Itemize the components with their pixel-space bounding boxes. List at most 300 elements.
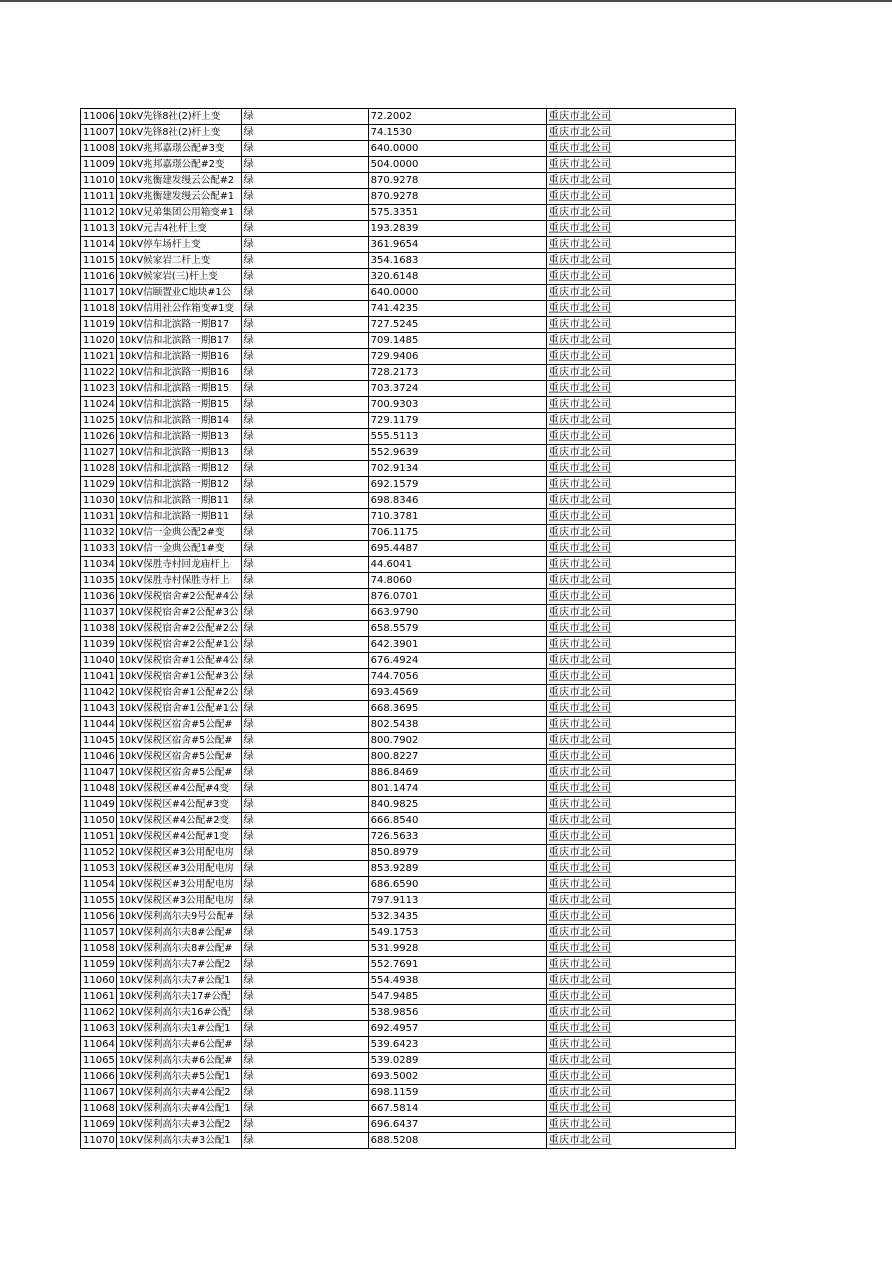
cell-id[interactable]: 11035 xyxy=(81,573,117,589)
cell-company[interactable]: 重庆市北公司 xyxy=(546,813,735,829)
cell-color-status[interactable]: 绿 xyxy=(241,1021,368,1037)
cell-value[interactable]: 74.8060 xyxy=(368,573,546,589)
cell-id[interactable]: 11044 xyxy=(81,717,117,733)
cell-value[interactable]: 640.0000 xyxy=(368,285,546,301)
cell-value[interactable]: 800.8227 xyxy=(368,749,546,765)
cell-id[interactable]: 11065 xyxy=(81,1053,117,1069)
cell-color-status[interactable]: 绿 xyxy=(241,205,368,221)
cell-color-status[interactable]: 绿 xyxy=(241,877,368,893)
cell-color-status[interactable]: 绿 xyxy=(241,1037,368,1053)
cell-value[interactable]: 504.0000 xyxy=(368,157,546,173)
cell-id[interactable]: 11068 xyxy=(81,1101,117,1117)
cell-name[interactable]: 10kV保利高尔夫9号公配# xyxy=(116,909,241,925)
cell-company[interactable]: 重庆市北公司 xyxy=(546,349,735,365)
cell-name[interactable]: 10kV保税宿舍#2公配#2公 xyxy=(116,621,241,637)
cell-color-status[interactable]: 绿 xyxy=(241,557,368,573)
cell-company[interactable]: 重庆市北公司 xyxy=(546,861,735,877)
cell-name[interactable]: 10kV兆衡建发缦云公配#2 xyxy=(116,173,241,189)
cell-id[interactable]: 11051 xyxy=(81,829,117,845)
cell-name[interactable]: 10kV保税宿舍#1公配#2公 xyxy=(116,685,241,701)
cell-company[interactable]: 重庆市北公司 xyxy=(546,1037,735,1053)
cell-color-status[interactable]: 绿 xyxy=(241,493,368,509)
cell-name[interactable]: 10kV保利高尔夫16#公配 xyxy=(116,1005,241,1021)
cell-id[interactable]: 11021 xyxy=(81,349,117,365)
cell-company[interactable]: 重庆市北公司 xyxy=(546,717,735,733)
cell-name[interactable]: 10kV保利高尔夫#3公配2 xyxy=(116,1117,241,1133)
cell-company[interactable]: 重庆市北公司 xyxy=(546,925,735,941)
cell-color-status[interactable]: 绿 xyxy=(241,1085,368,1101)
cell-id[interactable]: 11009 xyxy=(81,157,117,173)
cell-id[interactable]: 11063 xyxy=(81,1021,117,1037)
cell-color-status[interactable]: 绿 xyxy=(241,365,368,381)
cell-value[interactable]: 726.5633 xyxy=(368,829,546,845)
cell-color-status[interactable]: 绿 xyxy=(241,733,368,749)
cell-color-status[interactable]: 绿 xyxy=(241,1101,368,1117)
cell-name[interactable]: 10kV候家岩二杆上变 xyxy=(116,253,241,269)
cell-id[interactable]: 11060 xyxy=(81,973,117,989)
cell-value[interactable]: 700.9303 xyxy=(368,397,546,413)
cell-company[interactable]: 重庆市北公司 xyxy=(546,205,735,221)
cell-value[interactable]: 354.1683 xyxy=(368,253,546,269)
cell-color-status[interactable]: 绿 xyxy=(241,893,368,909)
cell-company[interactable]: 重庆市北公司 xyxy=(546,957,735,973)
cell-color-status[interactable]: 绿 xyxy=(241,909,368,925)
cell-id[interactable]: 11053 xyxy=(81,861,117,877)
cell-value[interactable]: 667.5814 xyxy=(368,1101,546,1117)
cell-value[interactable]: 666.8540 xyxy=(368,813,546,829)
cell-name[interactable]: 10kV信和北滨路一期B16 xyxy=(116,365,241,381)
cell-id[interactable]: 11016 xyxy=(81,269,117,285)
cell-value[interactable]: 640.0000 xyxy=(368,141,546,157)
cell-company[interactable]: 重庆市北公司 xyxy=(546,445,735,461)
cell-name[interactable]: 10kV兆衡建发缦云公配#1 xyxy=(116,189,241,205)
cell-value[interactable]: 44.6041 xyxy=(368,557,546,573)
cell-value[interactable]: 702.9134 xyxy=(368,461,546,477)
cell-name[interactable]: 10kV信和北滨路一期B12 xyxy=(116,461,241,477)
cell-name[interactable]: 10kV保税区#3公用配电房 xyxy=(116,845,241,861)
cell-color-status[interactable]: 绿 xyxy=(241,141,368,157)
cell-value[interactable]: 710.3781 xyxy=(368,509,546,525)
cell-id[interactable]: 11046 xyxy=(81,749,117,765)
cell-name[interactable]: 10kV保税区宿舍#5公配# xyxy=(116,717,241,733)
cell-company[interactable]: 重庆市北公司 xyxy=(546,253,735,269)
cell-id[interactable]: 11043 xyxy=(81,701,117,717)
cell-id[interactable]: 11024 xyxy=(81,397,117,413)
cell-color-status[interactable]: 绿 xyxy=(241,1053,368,1069)
cell-name[interactable]: 10kV保税区宿舍#5公配# xyxy=(116,749,241,765)
cell-id[interactable]: 11048 xyxy=(81,781,117,797)
cell-name[interactable]: 10kV保利高尔夫#6公配# xyxy=(116,1053,241,1069)
cell-color-status[interactable]: 绿 xyxy=(241,957,368,973)
cell-company[interactable]: 重庆市北公司 xyxy=(546,189,735,205)
cell-id[interactable]: 11025 xyxy=(81,413,117,429)
cell-company[interactable]: 重庆市北公司 xyxy=(546,973,735,989)
cell-id[interactable]: 11062 xyxy=(81,1005,117,1021)
cell-name[interactable]: 10kV保利高尔夫#3公配1 xyxy=(116,1133,241,1149)
cell-name[interactable]: 10kV保利高尔夫#4公配2 xyxy=(116,1085,241,1101)
cell-company[interactable]: 重庆市北公司 xyxy=(546,493,735,509)
cell-name[interactable]: 10kV兄弟集团公用箱变#1 xyxy=(116,205,241,221)
cell-color-status[interactable]: 绿 xyxy=(241,829,368,845)
cell-name[interactable]: 10kV保利高尔夫1#公配1 xyxy=(116,1021,241,1037)
cell-color-status[interactable]: 绿 xyxy=(241,317,368,333)
cell-id[interactable]: 11064 xyxy=(81,1037,117,1053)
cell-value[interactable]: 668.3695 xyxy=(368,701,546,717)
cell-color-status[interactable]: 绿 xyxy=(241,717,368,733)
cell-value[interactable]: 693.4569 xyxy=(368,685,546,701)
cell-name[interactable]: 10kV保税区#3公用配电房 xyxy=(116,877,241,893)
cell-id[interactable]: 11027 xyxy=(81,445,117,461)
cell-company[interactable]: 重庆市北公司 xyxy=(546,1085,735,1101)
cell-id[interactable]: 11040 xyxy=(81,653,117,669)
cell-value[interactable]: 555.5113 xyxy=(368,429,546,445)
cell-company[interactable]: 重庆市北公司 xyxy=(546,365,735,381)
cell-company[interactable]: 重庆市北公司 xyxy=(546,509,735,525)
cell-name[interactable]: 10kV保利高尔夫8#公配# xyxy=(116,925,241,941)
cell-company[interactable]: 重庆市北公司 xyxy=(546,685,735,701)
cell-id[interactable]: 11037 xyxy=(81,605,117,621)
cell-company[interactable]: 重庆市北公司 xyxy=(546,781,735,797)
cell-name[interactable]: 10kV信和北滨路一期B17 xyxy=(116,333,241,349)
cell-value[interactable]: 709.1485 xyxy=(368,333,546,349)
cell-value[interactable]: 728.2173 xyxy=(368,365,546,381)
cell-id[interactable]: 11015 xyxy=(81,253,117,269)
cell-id[interactable]: 11019 xyxy=(81,317,117,333)
cell-value[interactable]: 696.6437 xyxy=(368,1117,546,1133)
cell-value[interactable]: 74.1530 xyxy=(368,125,546,141)
cell-company[interactable]: 重庆市北公司 xyxy=(546,765,735,781)
cell-value[interactable]: 853.9289 xyxy=(368,861,546,877)
cell-id[interactable]: 11056 xyxy=(81,909,117,925)
cell-company[interactable]: 重庆市北公司 xyxy=(546,941,735,957)
cell-id[interactable]: 11055 xyxy=(81,893,117,909)
cell-company[interactable]: 重庆市北公司 xyxy=(546,525,735,541)
cell-name[interactable]: 10kV保税区宿舍#5公配# xyxy=(116,765,241,781)
cell-company[interactable]: 重庆市北公司 xyxy=(546,589,735,605)
cell-id[interactable]: 11029 xyxy=(81,477,117,493)
cell-name[interactable]: 10kV保利高尔夫#4公配1 xyxy=(116,1101,241,1117)
cell-value[interactable]: 532.3435 xyxy=(368,909,546,925)
cell-name[interactable]: 10kV信和北滨路一期B12 xyxy=(116,477,241,493)
cell-id[interactable]: 11018 xyxy=(81,301,117,317)
cell-id[interactable]: 11047 xyxy=(81,765,117,781)
cell-id[interactable]: 11017 xyxy=(81,285,117,301)
cell-company[interactable]: 重庆市北公司 xyxy=(546,269,735,285)
cell-company[interactable]: 重庆市北公司 xyxy=(546,173,735,189)
cell-color-status[interactable]: 绿 xyxy=(241,509,368,525)
cell-name[interactable]: 10kV元吉4社杆上变 xyxy=(116,221,241,237)
cell-color-status[interactable]: 绿 xyxy=(241,781,368,797)
cell-value[interactable]: 729.1179 xyxy=(368,413,546,429)
cell-color-status[interactable]: 绿 xyxy=(241,285,368,301)
cell-company[interactable]: 重庆市北公司 xyxy=(546,381,735,397)
cell-company[interactable]: 重庆市北公司 xyxy=(546,669,735,685)
cell-company[interactable]: 重庆市北公司 xyxy=(546,301,735,317)
cell-color-status[interactable]: 绿 xyxy=(241,157,368,173)
cell-name[interactable]: 10kV保胜寺村回龙庙杆上 xyxy=(116,557,241,573)
cell-company[interactable]: 重庆市北公司 xyxy=(546,733,735,749)
cell-name[interactable]: 10kV信和北滨路一期B15 xyxy=(116,397,241,413)
cell-name[interactable]: 10kV先锋8社(2)杆上变 xyxy=(116,109,241,125)
cell-company[interactable]: 重庆市北公司 xyxy=(546,1069,735,1085)
cell-name[interactable]: 10kV保税区#3公用配电房 xyxy=(116,861,241,877)
cell-value[interactable]: 692.4957 xyxy=(368,1021,546,1037)
cell-company[interactable]: 重庆市北公司 xyxy=(546,141,735,157)
cell-company[interactable]: 重庆市北公司 xyxy=(546,429,735,445)
cell-company[interactable]: 重庆市北公司 xyxy=(546,1101,735,1117)
cell-value[interactable]: 549.1753 xyxy=(368,925,546,941)
cell-name[interactable]: 10kV信一金典公配2#变 xyxy=(116,525,241,541)
cell-id[interactable]: 11042 xyxy=(81,685,117,701)
cell-id[interactable]: 11032 xyxy=(81,525,117,541)
cell-color-status[interactable]: 绿 xyxy=(241,189,368,205)
cell-value[interactable]: 686.6590 xyxy=(368,877,546,893)
cell-name[interactable]: 10kV兆邦嘉璟公配#3变 xyxy=(116,141,241,157)
cell-color-status[interactable]: 绿 xyxy=(241,749,368,765)
cell-value[interactable]: 72.2002 xyxy=(368,109,546,125)
cell-company[interactable]: 重庆市北公司 xyxy=(546,829,735,845)
cell-name[interactable]: 10kV保利高尔夫7#公配2 xyxy=(116,957,241,973)
cell-color-status[interactable]: 绿 xyxy=(241,685,368,701)
cell-name[interactable]: 10kV信和北滨路一期B14 xyxy=(116,413,241,429)
cell-id[interactable]: 11020 xyxy=(81,333,117,349)
cell-value[interactable]: 840.9825 xyxy=(368,797,546,813)
cell-id[interactable]: 11041 xyxy=(81,669,117,685)
cell-company[interactable]: 重庆市北公司 xyxy=(546,541,735,557)
cell-id[interactable]: 11012 xyxy=(81,205,117,221)
cell-color-status[interactable]: 绿 xyxy=(241,301,368,317)
cell-id[interactable]: 11007 xyxy=(81,125,117,141)
cell-id[interactable]: 11006 xyxy=(81,109,117,125)
cell-id[interactable]: 11014 xyxy=(81,237,117,253)
cell-name[interactable]: 10kV信一金典公配1#变 xyxy=(116,541,241,557)
cell-value[interactable]: 727.5245 xyxy=(368,317,546,333)
cell-value[interactable]: 695.4487 xyxy=(368,541,546,557)
cell-id[interactable]: 11039 xyxy=(81,637,117,653)
cell-id[interactable]: 11052 xyxy=(81,845,117,861)
cell-company[interactable]: 重庆市北公司 xyxy=(546,845,735,861)
cell-color-status[interactable]: 绿 xyxy=(241,653,368,669)
cell-value[interactable]: 850.8979 xyxy=(368,845,546,861)
cell-name[interactable]: 10kV信和北滨路一期B17 xyxy=(116,317,241,333)
cell-name[interactable]: 10kV保税区#4公配#2变 xyxy=(116,813,241,829)
cell-name[interactable]: 10kV保税区#4公配#1变 xyxy=(116,829,241,845)
cell-id[interactable]: 11038 xyxy=(81,621,117,637)
cell-company[interactable]: 重庆市北公司 xyxy=(546,557,735,573)
cell-name[interactable]: 10kV信和北滨路一期B15 xyxy=(116,381,241,397)
cell-value[interactable]: 698.1159 xyxy=(368,1085,546,1101)
cell-name[interactable]: 10kV保税区#4公配#4变 xyxy=(116,781,241,797)
cell-name[interactable]: 10kV保税宿舍#2公配#1公 xyxy=(116,637,241,653)
cell-value[interactable]: 547.9485 xyxy=(368,989,546,1005)
cell-color-status[interactable]: 绿 xyxy=(241,941,368,957)
cell-color-status[interactable]: 绿 xyxy=(241,669,368,685)
cell-name[interactable]: 10kV保胜寺村保胜寺杆上 xyxy=(116,573,241,589)
cell-value[interactable]: 744.7056 xyxy=(368,669,546,685)
cell-name[interactable]: 10kV保利高尔夫#6公配# xyxy=(116,1037,241,1053)
cell-color-status[interactable]: 绿 xyxy=(241,989,368,1005)
cell-name[interactable]: 10kV信和北滨路一期B13 xyxy=(116,429,241,445)
cell-color-status[interactable]: 绿 xyxy=(241,221,368,237)
cell-value[interactable]: 693.5002 xyxy=(368,1069,546,1085)
cell-name[interactable]: 10kV保税区#3公用配电房 xyxy=(116,893,241,909)
cell-company[interactable]: 重庆市北公司 xyxy=(546,573,735,589)
cell-value[interactable]: 552.9639 xyxy=(368,445,546,461)
cell-value[interactable]: 658.5579 xyxy=(368,621,546,637)
cell-color-status[interactable]: 绿 xyxy=(241,637,368,653)
cell-id[interactable]: 11031 xyxy=(81,509,117,525)
cell-value[interactable]: 539.6423 xyxy=(368,1037,546,1053)
cell-id[interactable]: 11061 xyxy=(81,989,117,1005)
cell-color-status[interactable]: 绿 xyxy=(241,237,368,253)
cell-value[interactable]: 797.9113 xyxy=(368,893,546,909)
cell-id[interactable]: 11030 xyxy=(81,493,117,509)
cell-color-status[interactable]: 绿 xyxy=(241,253,368,269)
cell-id[interactable]: 11067 xyxy=(81,1085,117,1101)
cell-name[interactable]: 10kV先锋8社(2)杆上变 xyxy=(116,125,241,141)
cell-id[interactable]: 11057 xyxy=(81,925,117,941)
cell-value[interactable]: 870.9278 xyxy=(368,189,546,205)
cell-name[interactable]: 10kV信和北滨路一期B11 xyxy=(116,509,241,525)
cell-id[interactable]: 11028 xyxy=(81,461,117,477)
cell-name[interactable]: 10kV候家岩(三)杆上变 xyxy=(116,269,241,285)
cell-company[interactable]: 重庆市北公司 xyxy=(546,413,735,429)
cell-color-status[interactable]: 绿 xyxy=(241,445,368,461)
cell-company[interactable]: 重庆市北公司 xyxy=(546,285,735,301)
cell-company[interactable]: 重庆市北公司 xyxy=(546,125,735,141)
cell-value[interactable]: 876.0701 xyxy=(368,589,546,605)
cell-company[interactable]: 重庆市北公司 xyxy=(546,621,735,637)
cell-company[interactable]: 重庆市北公司 xyxy=(546,157,735,173)
cell-company[interactable]: 重庆市北公司 xyxy=(546,797,735,813)
cell-color-status[interactable]: 绿 xyxy=(241,797,368,813)
cell-company[interactable]: 重庆市北公司 xyxy=(546,605,735,621)
cell-value[interactable]: 706.1175 xyxy=(368,525,546,541)
cell-name[interactable]: 10kV保税宿舍#1公配#1公 xyxy=(116,701,241,717)
cell-id[interactable]: 11054 xyxy=(81,877,117,893)
cell-value[interactable]: 552.7691 xyxy=(368,957,546,973)
cell-color-status[interactable]: 绿 xyxy=(241,173,368,189)
cell-color-status[interactable]: 绿 xyxy=(241,125,368,141)
cell-value[interactable]: 642.3901 xyxy=(368,637,546,653)
cell-name[interactable]: 10kV保税区宿舍#5公配# xyxy=(116,733,241,749)
cell-color-status[interactable]: 绿 xyxy=(241,333,368,349)
cell-value[interactable]: 531.9928 xyxy=(368,941,546,957)
cell-id[interactable]: 11013 xyxy=(81,221,117,237)
cell-color-status[interactable]: 绿 xyxy=(241,1133,368,1149)
cell-color-status[interactable]: 绿 xyxy=(241,269,368,285)
cell-id[interactable]: 11036 xyxy=(81,589,117,605)
cell-company[interactable]: 重庆市北公司 xyxy=(546,749,735,765)
cell-color-status[interactable]: 绿 xyxy=(241,861,368,877)
cell-value[interactable]: 703.3724 xyxy=(368,381,546,397)
cell-color-status[interactable]: 绿 xyxy=(241,429,368,445)
cell-id[interactable]: 11050 xyxy=(81,813,117,829)
cell-color-status[interactable]: 绿 xyxy=(241,525,368,541)
cell-company[interactable]: 重庆市北公司 xyxy=(546,1021,735,1037)
cell-company[interactable]: 重庆市北公司 xyxy=(546,109,735,125)
cell-company[interactable]: 重庆市北公司 xyxy=(546,637,735,653)
cell-company[interactable]: 重庆市北公司 xyxy=(546,1053,735,1069)
cell-value[interactable]: 802.5438 xyxy=(368,717,546,733)
cell-id[interactable]: 11045 xyxy=(81,733,117,749)
cell-value[interactable]: 801.1474 xyxy=(368,781,546,797)
cell-id[interactable]: 11049 xyxy=(81,797,117,813)
cell-id[interactable]: 11008 xyxy=(81,141,117,157)
cell-color-status[interactable]: 绿 xyxy=(241,461,368,477)
cell-company[interactable]: 重庆市北公司 xyxy=(546,333,735,349)
cell-color-status[interactable]: 绿 xyxy=(241,477,368,493)
cell-value[interactable]: 361.9654 xyxy=(368,237,546,253)
cell-value[interactable]: 886.8469 xyxy=(368,765,546,781)
cell-color-status[interactable]: 绿 xyxy=(241,573,368,589)
cell-name[interactable]: 10kV信和北滨路一期B16 xyxy=(116,349,241,365)
cell-id[interactable]: 11011 xyxy=(81,189,117,205)
cell-value[interactable]: 539.0289 xyxy=(368,1053,546,1069)
cell-color-status[interactable]: 绿 xyxy=(241,765,368,781)
cell-color-status[interactable]: 绿 xyxy=(241,925,368,941)
cell-value[interactable]: 663.9790 xyxy=(368,605,546,621)
cell-value[interactable]: 741.4235 xyxy=(368,301,546,317)
cell-company[interactable]: 重庆市北公司 xyxy=(546,701,735,717)
cell-name[interactable]: 10kV保利高尔夫7#公配1 xyxy=(116,973,241,989)
cell-id[interactable]: 11058 xyxy=(81,941,117,957)
cell-color-status[interactable]: 绿 xyxy=(241,1005,368,1021)
cell-company[interactable]: 重庆市北公司 xyxy=(546,877,735,893)
cell-name[interactable]: 10kV保利高尔夫#5公配1 xyxy=(116,1069,241,1085)
cell-color-status[interactable]: 绿 xyxy=(241,973,368,989)
cell-value[interactable]: 692.1579 xyxy=(368,477,546,493)
cell-color-status[interactable]: 绿 xyxy=(241,397,368,413)
cell-name[interactable]: 10kV保税宿舍#2公配#3公 xyxy=(116,605,241,621)
cell-id[interactable]: 11010 xyxy=(81,173,117,189)
cell-color-status[interactable]: 绿 xyxy=(241,621,368,637)
cell-company[interactable]: 重庆市北公司 xyxy=(546,1133,735,1149)
cell-name[interactable]: 10kV保利高尔夫17#公配 xyxy=(116,989,241,1005)
cell-name[interactable]: 10kV保税区#4公配#3变 xyxy=(116,797,241,813)
cell-value[interactable]: 320.6148 xyxy=(368,269,546,285)
cell-color-status[interactable]: 绿 xyxy=(241,605,368,621)
cell-id[interactable]: 11023 xyxy=(81,381,117,397)
cell-value[interactable]: 575.3351 xyxy=(368,205,546,221)
cell-name[interactable]: 10kV信和北滨路一期B11 xyxy=(116,493,241,509)
cell-value[interactable]: 870.9278 xyxy=(368,173,546,189)
cell-id[interactable]: 11059 xyxy=(81,957,117,973)
cell-company[interactable]: 重庆市北公司 xyxy=(546,237,735,253)
cell-value[interactable]: 676.4924 xyxy=(368,653,546,669)
cell-value[interactable]: 554.4938 xyxy=(368,973,546,989)
cell-company[interactable]: 重庆市北公司 xyxy=(546,989,735,1005)
cell-value[interactable]: 193.2839 xyxy=(368,221,546,237)
cell-color-status[interactable]: 绿 xyxy=(241,1069,368,1085)
cell-value[interactable]: 698.8346 xyxy=(368,493,546,509)
cell-company[interactable]: 重庆市北公司 xyxy=(546,477,735,493)
cell-name[interactable]: 10kV信和北滨路一期B13 xyxy=(116,445,241,461)
cell-company[interactable]: 重庆市北公司 xyxy=(546,317,735,333)
cell-id[interactable]: 11033 xyxy=(81,541,117,557)
cell-id[interactable]: 11069 xyxy=(81,1117,117,1133)
cell-name[interactable]: 10kV保利高尔夫8#公配# xyxy=(116,941,241,957)
cell-company[interactable]: 重庆市北公司 xyxy=(546,221,735,237)
cell-value[interactable]: 538.9856 xyxy=(368,1005,546,1021)
cell-id[interactable]: 11034 xyxy=(81,557,117,573)
cell-id[interactable]: 11026 xyxy=(81,429,117,445)
cell-color-status[interactable]: 绿 xyxy=(241,413,368,429)
cell-id[interactable]: 11070 xyxy=(81,1133,117,1149)
cell-company[interactable]: 重庆市北公司 xyxy=(546,397,735,413)
cell-name[interactable]: 10kV保税宿舍#2公配#4公 xyxy=(116,589,241,605)
cell-id[interactable]: 11022 xyxy=(81,365,117,381)
